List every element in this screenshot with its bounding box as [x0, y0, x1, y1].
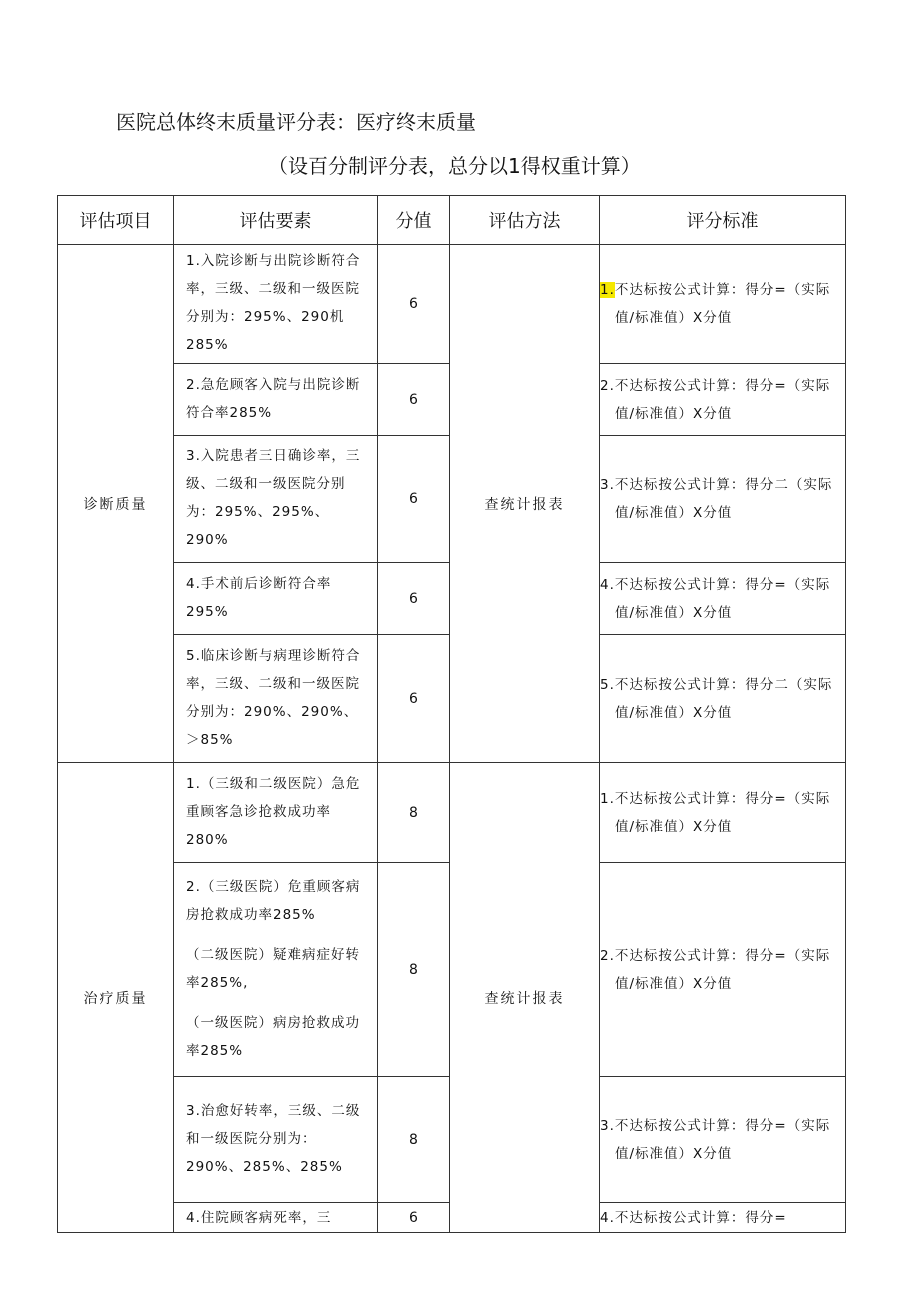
element-cell [174, 436, 378, 563]
method-cell: 查统计报表 [450, 763, 600, 1233]
criteria-text: 不达标按公式计算：得分=（实际 [614, 377, 831, 394]
header-criteria: 评分标准 [600, 196, 846, 245]
criteria-number: 2. [600, 377, 615, 394]
score-cell: 6 [378, 364, 450, 436]
element-text: 3.入院患者三日确诊率，三级、二级和一级医院分别为：295%、295%、290% [186, 448, 361, 548]
element-cell [174, 1077, 378, 1203]
criteria-cell [600, 863, 846, 1077]
criteria-cell [600, 436, 846, 563]
category-cell: 诊断质量 [58, 245, 174, 763]
method-cell: 查统计报表 [450, 245, 600, 763]
criteria-text: 不达标按公式计算：得分=（实际 [614, 282, 831, 298]
criteria-text: 不达标按公式计算：得分=（实际 [614, 790, 831, 807]
criteria-text-2: 值/标准值）X分值 [615, 505, 733, 521]
criteria-text: 不达标按公式计算：得分=（实际 [614, 947, 831, 964]
score-cell: 6 [378, 563, 450, 635]
criteria-number: 3. [600, 477, 615, 493]
element-text: 1.（三级和二级医院）急危重顾客急诊抢救成功率280% [186, 775, 361, 848]
criteria-text-2: 值/标准值）X分值 [615, 405, 733, 422]
element-cell [174, 863, 378, 1077]
criteria-text-2: 值/标准值）X分值 [615, 704, 733, 721]
criteria-text-2: 值/标准值）X分值 [615, 975, 733, 992]
score-cell: 6 [378, 436, 450, 563]
header-element: 评估要素 [174, 196, 378, 245]
criteria-text: 不达标按公式计算：得分二（实际 [614, 477, 833, 493]
document-subtitle: （设百分制评分表，总分以1得权重计算） [268, 154, 641, 178]
criteria-cell [600, 563, 846, 635]
criteria-cell [600, 364, 846, 436]
criteria-text-2: 值/标准值）X分值 [615, 1145, 733, 1162]
criteria-text: 不达标按公式计算：得分=（实际 [614, 576, 831, 593]
criteria-cell [600, 1077, 846, 1203]
score-cell: 6 [378, 635, 450, 763]
criteria-text-2: 值/标准值）X分值 [615, 818, 733, 835]
criteria-number: 4. [600, 576, 615, 593]
element-text: 4.手术前后诊断符合率295% [186, 575, 332, 620]
criteria-number: 4. [600, 1209, 615, 1226]
score-table [57, 195, 846, 1233]
criteria-text: 不达标按公式计算：得分= [614, 1209, 787, 1226]
criteria-text: 不达标按公式计算：得分二（实际 [614, 676, 833, 693]
table-row [58, 245, 846, 364]
element-cell [174, 563, 378, 635]
element-cell [174, 763, 378, 863]
criteria-number: 3. [600, 1117, 615, 1134]
element-text: 2.（三级医院）危重顾客病房抢救成功率285% [186, 878, 361, 923]
element-cell [174, 364, 378, 436]
criteria-text-2: 值/标准值）X分值 [615, 310, 733, 326]
header-category: 评估项目 [58, 196, 174, 245]
element-text: 1.入院诊断与出院诊断符合率，三级、二级和一级医院分别为：295%、290机285% [186, 253, 361, 353]
score-cell: 6 [378, 1203, 450, 1233]
criteria-cell [600, 245, 846, 364]
element-cell [174, 1203, 378, 1233]
element-text: 3.治愈好转率，三级、二级和一级医院分别为：290%、285%、285% [186, 1102, 361, 1175]
element-cell [174, 635, 378, 763]
element-text: （一级医院）病房抢救成功率285% [186, 1014, 360, 1059]
table-header-row [58, 196, 846, 245]
element-text: 5.临床诊断与病理诊断符合率，三级、二级和一级医院分别为：290%、290%、＞85% [186, 647, 361, 748]
table-row [58, 763, 846, 863]
score-cell: 8 [378, 863, 450, 1077]
criteria-cell [600, 763, 846, 863]
element-text: （二级医院）疑难病症好转率285%, [186, 946, 360, 991]
element-cell [174, 245, 378, 364]
criteria-number: 1. [600, 282, 615, 298]
criteria-number: 5. [600, 676, 615, 693]
element-text: 4.住院顾客病死率，三 [186, 1209, 332, 1226]
criteria-cell [600, 1203, 846, 1233]
criteria-text-2: 值/标准值）X分值 [615, 604, 733, 621]
category-cell: 治疗质量 [58, 763, 174, 1233]
header-method: 评估方法 [450, 196, 600, 245]
document-title: 医院总体终末质量评分表：医疗终末质量 [116, 110, 476, 134]
score-cell: 6 [378, 245, 450, 364]
criteria-text: 不达标按公式计算：得分=（实际 [614, 1117, 831, 1134]
element-text: 2.急危顾客入院与出院诊断符合率285% [186, 376, 361, 421]
header-score: 分值 [378, 196, 450, 245]
score-cell: 8 [378, 1077, 450, 1203]
criteria-number: 2. [600, 947, 615, 964]
criteria-number: 1. [600, 790, 615, 807]
criteria-cell [600, 635, 846, 763]
score-cell: 8 [378, 763, 450, 863]
